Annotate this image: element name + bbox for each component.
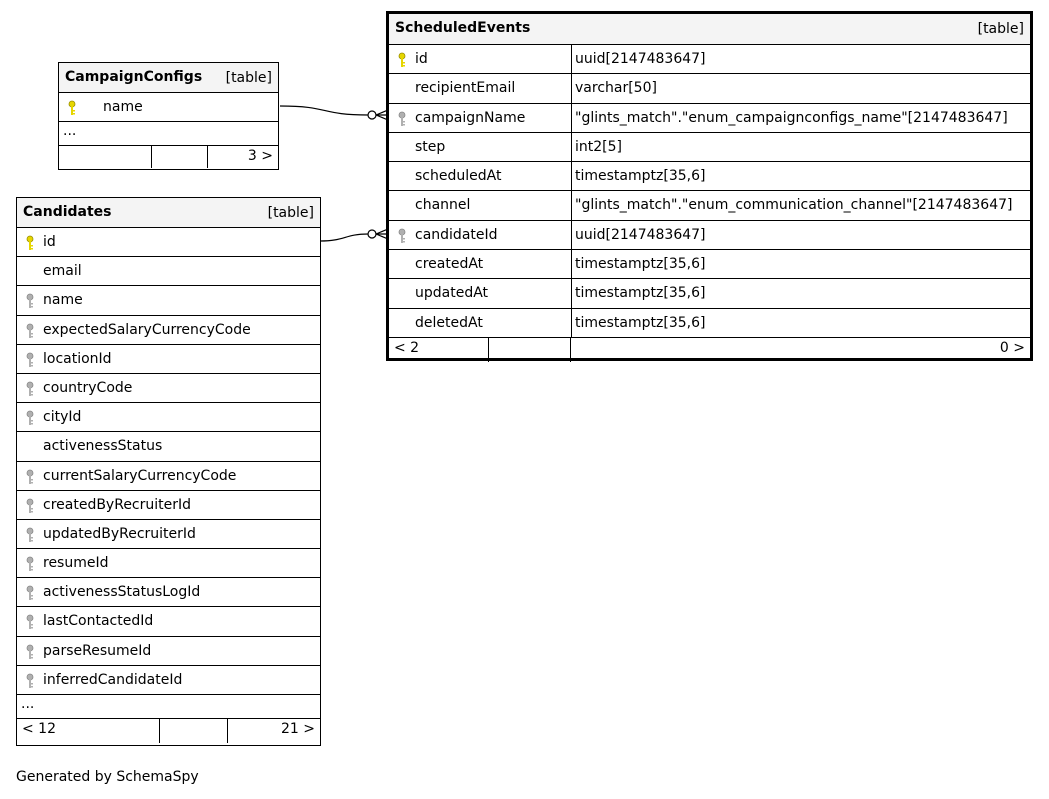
foreign-key-icon (25, 556, 35, 572)
column-row[interactable] (389, 309, 1030, 338)
generated-by-text: Generated by SchemaSpy (16, 769, 199, 785)
foreign-key-icon (397, 111, 407, 127)
column-name: createdAt (415, 256, 484, 273)
table-header (389, 14, 1030, 45)
column-name: locationId (43, 350, 112, 367)
table-name: Candidates (23, 204, 112, 220)
table-name: ScheduledEvents (395, 20, 531, 36)
column-row[interactable] (389, 250, 1030, 279)
column-name: countryCode (43, 379, 133, 396)
foreign-key-icon (397, 228, 407, 244)
footer-right[interactable]: 0 > (999, 339, 1025, 356)
column-row[interactable] (17, 403, 320, 432)
column-name: parseResumeId (43, 642, 152, 659)
primary-key-icon (25, 235, 35, 251)
foreign-key-icon (25, 469, 35, 485)
column-type: timestamptz[35,6] (575, 285, 706, 302)
column-name: name (103, 99, 143, 115)
column-row[interactable] (389, 279, 1030, 308)
column-type: timestamptz[35,6] (575, 314, 706, 331)
column-name: deletedAt (415, 314, 483, 331)
column-name: updatedByRecruiterId (43, 525, 196, 542)
foreign-key-icon (25, 381, 35, 397)
column-row[interactable] (389, 45, 1030, 74)
column-row[interactable] (389, 162, 1030, 191)
foreign-key-icon (25, 293, 35, 309)
column-row[interactable] (17, 316, 320, 345)
column-row[interactable] (389, 191, 1030, 220)
column-type: uuid[2147483647] (575, 226, 706, 243)
column-type: timestamptz[35,6] (575, 168, 706, 185)
column-type: timestamptz[35,6] (575, 256, 706, 273)
column-row[interactable] (17, 345, 320, 374)
column-row[interactable] (17, 228, 320, 257)
foreign-key-icon (25, 614, 35, 630)
table-header (59, 63, 278, 93)
column-name: channel (415, 197, 471, 214)
column-name: currentSalaryCurrencyCode (43, 467, 237, 484)
column-name: id (43, 234, 56, 250)
table-kind: [table] (267, 205, 314, 221)
table-candidates[interactable] (16, 197, 321, 746)
link-zero-marker (368, 111, 376, 119)
foreign-key-icon (25, 527, 35, 543)
more-columns: ... (17, 695, 320, 719)
table-kind: [table] (977, 21, 1024, 37)
footer-left[interactable]: < 12 (22, 721, 56, 737)
column-name: id (415, 51, 428, 67)
foreign-key-icon (25, 644, 35, 660)
table-name: CampaignConfigs (65, 69, 203, 85)
more-columns: ... (59, 122, 278, 146)
column-row[interactable] (389, 104, 1030, 133)
column-row[interactable] (17, 549, 320, 578)
column-row[interactable] (389, 74, 1030, 103)
table-kind: [table] (225, 70, 272, 86)
column-row[interactable] (59, 93, 278, 122)
foreign-key-icon (25, 352, 35, 368)
column-row[interactable] (389, 133, 1030, 162)
column-row[interactable] (17, 607, 320, 636)
foreign-key-icon (25, 410, 35, 426)
footer-right[interactable]: 21 > (281, 721, 315, 737)
column-name: step (415, 138, 446, 155)
column-row[interactable] (17, 666, 320, 695)
footer-left[interactable]: < 2 (394, 339, 420, 356)
link-zero-marker (368, 230, 376, 238)
column-name: expectedSalaryCurrencyCode (43, 321, 251, 338)
foreign-key-icon (25, 673, 35, 689)
foreign-key-icon (25, 323, 35, 339)
column-name: email (43, 263, 82, 280)
column-row[interactable] (17, 432, 320, 461)
column-name: cityId (43, 409, 82, 426)
column-name: campaignName (415, 109, 526, 126)
primary-key-icon (397, 52, 407, 68)
column-row[interactable] (17, 578, 320, 607)
column-name: candidateId (415, 226, 498, 243)
table-header (17, 198, 320, 228)
footer-right[interactable]: 3 > (247, 148, 273, 164)
column-row[interactable] (17, 257, 320, 286)
table-footer (59, 146, 278, 168)
column-name: activenessStatusLogId (43, 584, 201, 601)
column-row[interactable] (17, 286, 320, 315)
column-name: resumeId (43, 555, 109, 572)
link-campaignconfigs-scheduledevents (280, 106, 368, 115)
column-row[interactable] (17, 637, 320, 666)
column-row[interactable] (17, 520, 320, 549)
column-type: "glints_match"."enum_communication_channel"[2147483647] (575, 197, 1013, 214)
primary-key-icon (67, 100, 77, 116)
column-name: inferredCandidateId (43, 671, 183, 688)
column-row[interactable] (17, 374, 320, 403)
link-candidates-scheduledevents (320, 234, 368, 241)
column-name: lastContactedId (43, 613, 154, 630)
table-scheduledevents[interactable] (386, 11, 1033, 361)
column-type: uuid[2147483647] (575, 51, 706, 67)
column-name: updatedAt (415, 285, 489, 302)
foreign-key-icon (25, 498, 35, 514)
column-row[interactable] (17, 491, 320, 520)
table-campaignconfigs[interactable] (58, 62, 279, 170)
column-row[interactable] (389, 221, 1030, 250)
column-name: createdByRecruiterId (43, 496, 192, 513)
column-type: "glints_match"."enum_campaignconfigs_name"[2147483647] (575, 109, 1008, 126)
foreign-key-icon (25, 585, 35, 601)
column-name: scheduledAt (415, 168, 502, 185)
column-name: name (43, 292, 83, 309)
column-name: activenessStatus (43, 438, 163, 455)
column-row[interactable] (17, 462, 320, 491)
column-name: recipientEmail (415, 80, 516, 97)
table-footer (17, 719, 320, 743)
table-footer (389, 338, 1030, 362)
column-type: varchar[50] (575, 80, 657, 97)
column-type: int2[5] (575, 138, 622, 155)
